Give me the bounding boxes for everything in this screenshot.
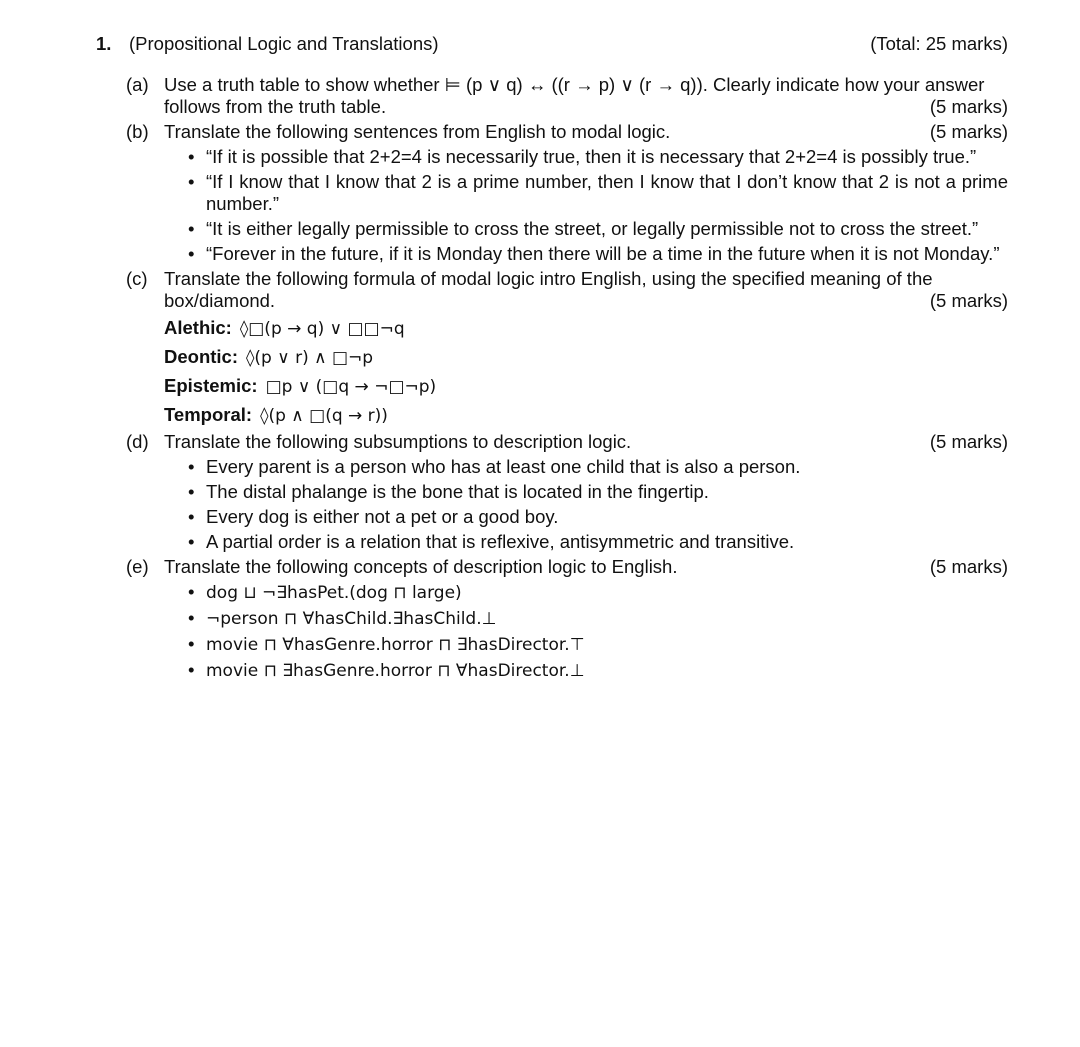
- question-total-marks: (Total: 25 marks): [870, 33, 1008, 54]
- part-b: [120, 121, 1008, 265]
- list-item: • Every dog is either not a pet or a good boy.: [188, 506, 559, 527]
- part-a-text-content: Use a truth table to show whether ⊨ (p ∨ q) ↔ ((r → p) ∨ (r → q)). Clearly indicate how your answer follows from the truth table.: [164, 74, 985, 117]
- part-e-label: (e): [126, 556, 149, 577]
- bullet-icon: •: [188, 146, 195, 167]
- modal-row-name: Epistemic:: [164, 375, 258, 396]
- modal-formula: ◊(p ∨ r) ∧ □¬p: [246, 348, 374, 368]
- part-d-text-content: Translate the following subsumptions to description logic.: [164, 431, 632, 452]
- modal-formula: ◊□(p → q) ∨ □□¬q: [239, 319, 405, 339]
- bullet-icon: •: [188, 633, 195, 654]
- part-e: [120, 556, 1008, 682]
- part-e-text-content: Translate the following concepts of description logic to English.: [164, 556, 678, 577]
- part-c: [120, 268, 1008, 428]
- modal-formula: □p ∨ (□q → ¬□¬p): [265, 377, 437, 397]
- part-e-marks: (5 marks): [929, 556, 1008, 577]
- part-c-label: (c): [126, 268, 148, 289]
- part-b-text-content: Translate the following sentences from English to modal logic.: [164, 121, 671, 142]
- list-item: • The distal phalange is the bone that is located in the fingertip.: [188, 481, 709, 502]
- part-a-marks: (5 marks): [929, 96, 1008, 117]
- list-item: • A partial order is a relation that is reflexive, antisymmetric and transitive.: [188, 531, 795, 552]
- list-item: • dog ⊔ ¬∃hasPet.(dog ⊓ large): [188, 581, 462, 603]
- question-title: (Propositional Logic and Translations): [129, 33, 439, 54]
- part-a: [120, 74, 1008, 118]
- list-item: • “If I know that I know that 2 is a prime number, then I know that I don’t know that 2 is not a prime number.”: [188, 171, 1008, 214]
- list-item: • ¬person ⊓ ∀hasChild.∃hasChild.⊥: [188, 607, 497, 629]
- bullet-icon: •: [188, 607, 195, 628]
- part-b-list: [164, 146, 1008, 265]
- list-item: • “If it is possible that 2+2=4 is necessarily true, then it is necessary that 2+2=4 is possibly true.”: [188, 146, 977, 167]
- part-c-marks: (5 marks): [929, 290, 1008, 311]
- modal-row-name: Deontic:: [164, 346, 238, 367]
- part-b-text: [164, 121, 1008, 143]
- list-item: • “It is either legally permissible to cross the street, or legally permissible not to cross the street.”: [188, 218, 979, 239]
- modal-row-deontic: [164, 346, 1008, 370]
- part-b-marks: (5 marks): [929, 121, 1008, 142]
- part-d-text: [164, 431, 1008, 453]
- modal-row-epistemic: [164, 375, 1008, 399]
- part-a-text: [164, 74, 1008, 118]
- bullet-icon: •: [188, 659, 195, 680]
- question-number: 1.: [96, 33, 112, 54]
- list-item: • Every parent is a person who has at least one child that is also a person.: [188, 456, 801, 477]
- bullet-icon: •: [188, 456, 195, 477]
- list-item: • movie ⊓ ∃hasGenre.horror ⊓ ∀hasDirector.⊥: [188, 659, 585, 681]
- part-d-marks: (5 marks): [929, 431, 1008, 452]
- modal-row-name: Alethic:: [164, 317, 232, 338]
- part-d: [120, 431, 1008, 553]
- bullet-icon: •: [188, 243, 195, 264]
- bullet-icon: •: [188, 218, 195, 239]
- question-parts: [120, 74, 1008, 685]
- part-d-label: (d): [126, 431, 149, 452]
- part-c-text: [164, 268, 1008, 312]
- bullet-icon: •: [188, 531, 195, 552]
- part-d-list: [164, 456, 1008, 553]
- part-e-text: [164, 556, 1008, 578]
- bullet-icon: •: [188, 171, 195, 192]
- part-e-list: [164, 581, 1008, 682]
- bullet-icon: •: [188, 481, 195, 502]
- bullet-icon: •: [188, 581, 195, 602]
- modal-row-temporal: [164, 404, 1008, 428]
- question-header: [96, 33, 1008, 55]
- modal-formula: ◊(p ∧ □(q → r)): [260, 406, 388, 426]
- bullet-icon: •: [188, 506, 195, 527]
- part-a-label: (a): [126, 74, 149, 95]
- modal-row-alethic: [164, 317, 1008, 341]
- list-item: • “Forever in the future, if it is Monday then there will be a time in the future when it is not Monday.”: [188, 243, 1000, 264]
- part-b-label: (b): [126, 121, 149, 142]
- list-item: • movie ⊓ ∀hasGenre.horror ⊓ ∃hasDirector.⊤: [188, 633, 585, 655]
- modal-row-name: Temporal:: [164, 404, 253, 425]
- part-c-text-content: Translate the following formula of modal logic intro English, using the specified meaning of the box/diamond.: [164, 268, 933, 311]
